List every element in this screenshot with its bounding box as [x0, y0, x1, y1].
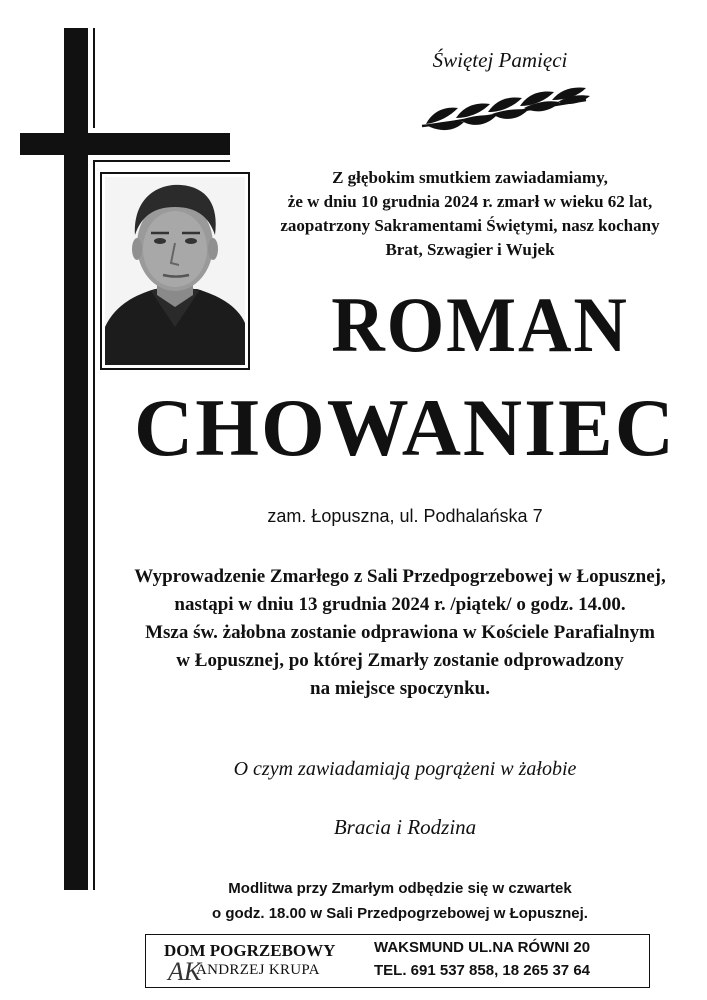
intro-line: Brat, Szwagier i Wujek — [385, 240, 555, 259]
funeral-home-logo: AK — [168, 957, 202, 986]
page-title: Świętej Pamięci — [432, 48, 568, 72]
intro-line: zaopatrzony Sakramentami Świętymi, nasz kochany — [280, 216, 660, 235]
olive-branch-icon — [418, 84, 593, 134]
deceased-first-name: ROMAN — [331, 281, 629, 368]
mourners-text: O czym zawiadamiają pogrążeni w żałobie — [233, 758, 577, 780]
prayer-line: o godz. 18.00 w Sali Przedpogrzebowej w Łopusznej. — [212, 905, 588, 922]
family-signature: Bracia i Rodzina — [333, 815, 477, 839]
funeral-line: Wyprowadzenie Zmarłego z Sali Przedpogrzebowej w Łopusznej, — [134, 566, 666, 587]
funeral-home-box — [145, 934, 650, 988]
intro-text — [255, 166, 685, 262]
cross-bar — [20, 133, 230, 155]
prayer-notice — [100, 876, 700, 926]
cross-icon — [64, 28, 88, 890]
funeral-home-address: WAKSMUND UL.NA RÓWNI 20 — [374, 939, 591, 956]
cross-outline-horizontal — [93, 160, 230, 162]
deceased-address: zam. Łopuszna, ul. Podhalańska 7 — [267, 506, 543, 526]
deceased-last-name: CHOWANIEC — [134, 382, 676, 473]
prayer-line: Modlitwa przy Zmarłym odbędzie się w czwartek — [228, 880, 572, 897]
funeral-line: na miejsce spoczynku. — [310, 678, 490, 699]
funeral-details — [100, 563, 700, 703]
funeral-line: nastąpi w dniu 13 grudnia 2024 r. /piątek/ o godz. 14.00. — [174, 594, 626, 615]
funeral-home-owner: ANDRZEJ KRUPA — [196, 962, 320, 978]
cross-outline-vertical — [93, 160, 95, 890]
funeral-line: Msza św. żałobna zostanie odprawiona w Kościele Parafialnym — [145, 622, 655, 643]
funeral-home-name: DOM POGRZEBOWY — [164, 941, 336, 960]
intro-line: że w dniu 10 grudnia 2024 r. zmarł w wieku 62 lat, — [287, 192, 653, 211]
cross-outline-top — [93, 28, 95, 128]
funeral-home-phone: TEL. 691 537 858, 18 265 37 64 — [374, 962, 590, 979]
intro-line: Z głębokim smutkiem zawiadamiamy, — [332, 168, 608, 187]
portrait-photo — [100, 172, 250, 370]
funeral-line: w Łopusznej, po której Zmarły zostanie odprowadzony — [176, 650, 624, 671]
